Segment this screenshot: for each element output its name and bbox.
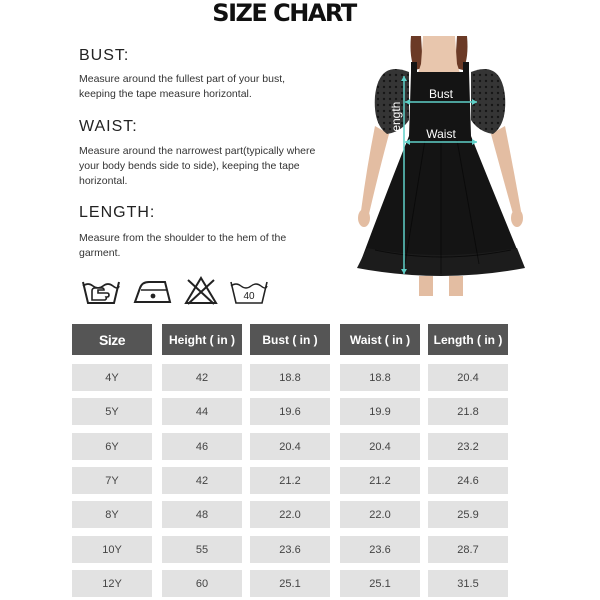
length-label: Length	[389, 101, 403, 139]
page-title: SIZE CHART	[212, 0, 356, 27]
table-cell-length: 28.7	[428, 536, 508, 563]
hand-wash-icon	[80, 276, 122, 306]
table-cell-height: 48	[162, 501, 242, 528]
waist-description: Measure around the narrowest part(typically where your body bends side to side), keeping the tape horizontal.	[79, 145, 316, 187]
table-cell-waist: 25.1	[340, 570, 420, 597]
table-cell-length: 31.5	[428, 570, 508, 597]
table-cell-height: 60	[162, 570, 242, 597]
table-cell-height: 42	[162, 364, 242, 391]
care-icons	[80, 276, 280, 308]
table-cell-bust: 23.6	[250, 536, 330, 563]
table-cell-waist: 20.4	[340, 433, 420, 460]
table-cell-length: 21.8	[428, 398, 508, 425]
table-cell-waist: 19.9	[340, 398, 420, 425]
table-cell-length: 24.6	[428, 467, 508, 494]
table-cell-length: 25.9	[428, 501, 508, 528]
table-cell-waist: 22.0	[340, 501, 420, 528]
bust-description: Measure around the fullest part of your bust, keeping the tape measure horizontal.	[79, 73, 286, 100]
table-header-height: Height ( in )	[162, 324, 242, 355]
table-cell-size: 7Y	[72, 467, 152, 494]
table-cell-bust: 18.8	[250, 364, 330, 391]
table-cell-height: 44	[162, 398, 242, 425]
table-cell-bust: 21.2	[250, 467, 330, 494]
bust-heading: BUST:	[79, 47, 130, 64]
model-dress-photo	[345, 36, 535, 296]
waist-heading: WAIST:	[79, 118, 138, 135]
table-cell-waist: 23.6	[340, 536, 420, 563]
table-cell-size: 10Y	[72, 536, 152, 563]
table-cell-size: 12Y	[72, 570, 152, 597]
table-cell-length: 20.4	[428, 364, 508, 391]
table-cell-waist: 21.2	[340, 467, 420, 494]
table-cell-size: 4Y	[72, 364, 152, 391]
table-cell-bust: 19.6	[250, 398, 330, 425]
table-cell-height: 42	[162, 467, 242, 494]
table-header-length: Length ( in )	[428, 324, 508, 355]
bust-label: Bust	[428, 87, 454, 101]
table-cell-bust: 20.4	[250, 433, 330, 460]
wash-temperature-label: 40	[243, 291, 255, 302]
table-cell-size: 6Y	[72, 433, 152, 460]
table-cell-bust: 25.1	[250, 570, 330, 597]
length-description: Measure from the shoulder to the hem of the garment.	[79, 232, 287, 259]
table-cell-bust: 22.0	[250, 501, 330, 528]
waist-label: Waist	[426, 127, 456, 141]
table-cell-waist: 18.8	[340, 364, 420, 391]
table-cell-height: 46	[162, 433, 242, 460]
length-heading: LENGTH:	[79, 204, 156, 221]
table-header-waist: Waist ( in )	[340, 324, 420, 355]
table-header-bust: Bust ( in )	[250, 324, 330, 355]
table-cell-height: 55	[162, 536, 242, 563]
do-not-bleach-icon	[184, 276, 218, 306]
iron-low-heat-icon	[132, 276, 176, 306]
neckline-skin	[417, 36, 461, 76]
table-cell-size: 8Y	[72, 501, 152, 528]
table-header-size: Size	[72, 324, 152, 355]
machine-wash-40-icon	[228, 276, 270, 306]
table-cell-size: 5Y	[72, 398, 152, 425]
table-cell-length: 23.2	[428, 433, 508, 460]
